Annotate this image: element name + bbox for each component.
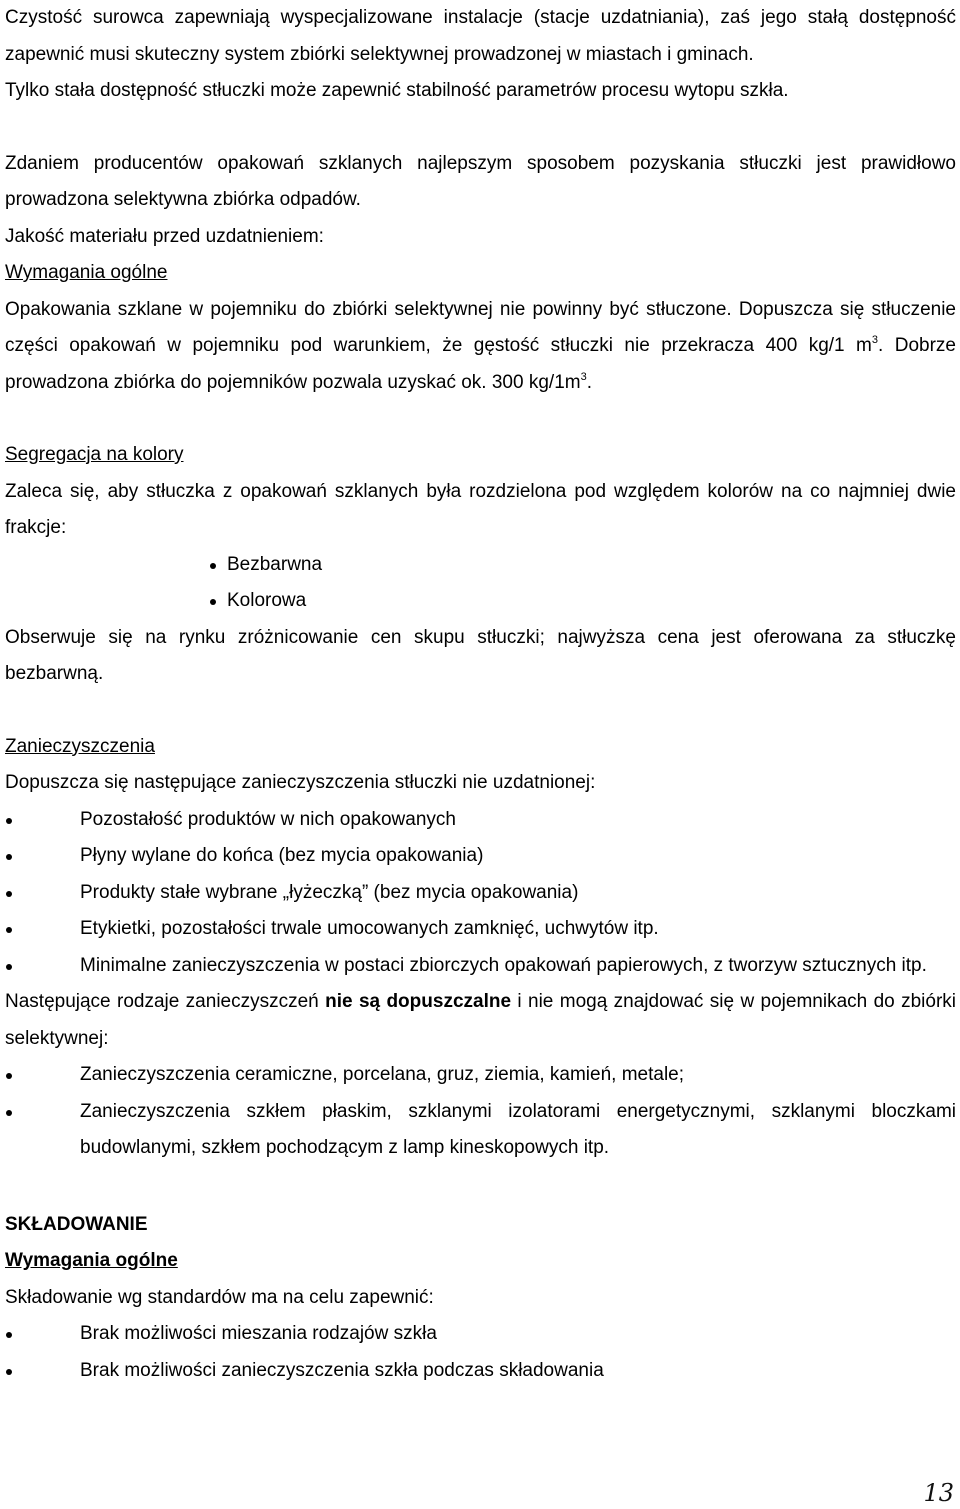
bullet-icon (210, 599, 216, 605)
spacer (5, 1167, 956, 1207)
paragraph-forbidden-impurities (5, 984, 956, 1057)
bullet-icon (6, 1073, 12, 1079)
list-item-text: Bezbarwna (227, 553, 323, 575)
list-item-text: Etykietki, pozostałości trwale umocowanych zamknięć, uchwytów itp. (80, 918, 659, 939)
list-item (5, 802, 956, 839)
bullet-icon (6, 1369, 12, 1375)
list-item (5, 911, 956, 948)
list-item-text: Kolorowa (227, 590, 307, 611)
heading-general-requirements: Wymagania ogólne (5, 262, 168, 283)
superscript-cubic-2: 3 (580, 370, 587, 383)
list-item (5, 1353, 956, 1390)
spacer (5, 110, 956, 146)
density-text-1: Opakowania szklane w pojemniku do zbiórki selektywnej nie powinny być stłuczone. Dopuszcza się stłuczenie części opakowań w pojemniku pod warunkiem, że gęstość stłuczki nie przekracza 400 kg/1 m (5, 298, 956, 356)
list-item-text: Zanieczyszczenia ceramiczne, porcelana, gruz, ziemia, kamień, metale; (80, 1064, 685, 1085)
list-item-text: Płyny wylane do końca (bez mycia opakowania) (80, 845, 484, 866)
heading-storage: SKŁADOWANIE (5, 1213, 148, 1235)
heading-storage-general-requirements: Wymagania ogólne (5, 1250, 178, 1271)
forbidden-text-2: i nie mogą znajdować się w pojemnikach do zbiórki selektywnej: (5, 991, 956, 1049)
list-item-text: Minimalne zanieczyszczenia w postaci zbiorczych opakowań papierowych, z tworzyw sztucznych itp. (80, 954, 927, 976)
list-item (5, 875, 956, 912)
bullet-icon (6, 964, 12, 970)
heading-color-segregation: Segregacja na kolory (5, 444, 184, 465)
bullet-icon (6, 927, 12, 933)
paragraph-general-requirements (5, 292, 956, 402)
list-item (5, 948, 956, 985)
bullet-icon (6, 1332, 12, 1338)
list-item (5, 1057, 956, 1094)
density-text-3: . (586, 371, 592, 393)
list-item (5, 547, 956, 584)
list-item-text: Zanieczyszczenia szkłem płaskim, szklanymi izolatorami energetycznymi, szklanymi bloczkami budowlanymi, szkłem pochodzącym z lamp kineskopowych itp. (80, 1100, 956, 1158)
bullet-icon (210, 563, 216, 569)
paragraph-color-segregation: Zaleca się, aby stłuczka z opakowań szklanych była rozdzielona pod względem kolorów na co najmniej dwie frakcje: (5, 480, 956, 538)
allowed-impurities-list (5, 802, 956, 985)
paragraph-intro-1: Czystość surowca zapewniają wyspecjalizowane instalacje (stacje uzdatniania), zaś jego stałą dostępność zapewnić musi skuteczny system zbiórki selektywnej prowadzonej w miastach i gminach. (5, 7, 956, 65)
list-item-text: Pozostałość produktów w nich opakowanych (80, 808, 456, 830)
bullet-icon (6, 1110, 12, 1116)
superscript-cubic-1: 3 (871, 334, 879, 346)
list-item-text: Produkty stałe wybrane „łyżeczką” (bez mycia opakowania) (80, 881, 579, 903)
list-item (5, 583, 956, 620)
bullet-icon (6, 818, 12, 824)
bullet-icon (6, 854, 12, 860)
color-fractions-list (5, 547, 956, 620)
paragraph-quality: Jakość materiału przed uzdatnieniem: (5, 225, 324, 247)
paragraph-producers: Zdaniem producentów opakowań szklanych najlepszym sposobem pozyskania stłuczki jest prawidłowo prowadzona selektywna zbiórka odpadów. (5, 152, 956, 210)
forbidden-impurities-list (5, 1057, 956, 1167)
paragraph-storage: Składowanie wg standardów ma na celu zapewnić: (5, 1286, 434, 1308)
list-item-text: Brak możliwości zanieczyszczenia szkła podczas składowania (80, 1359, 604, 1381)
forbidden-emphasis: nie są dopuszczalne (325, 991, 512, 1012)
list-item (5, 1316, 956, 1353)
paragraph-allowed-impurities: Dopuszcza się następujące zanieczyszczenia stłuczki nie uzdatnionej: (5, 772, 596, 793)
paragraph-intro-2: Tylko stała dostępność stłuczki może zapewnić stabilność parametrów procesu wytopu szkła. (5, 80, 789, 101)
list-item-text: Brak możliwości mieszania rodzajów szkła (80, 1323, 437, 1344)
spacer (5, 401, 956, 437)
list-item (5, 838, 956, 875)
spacer (5, 693, 956, 729)
paragraph-market-prices: Obserwuje się na rynku zróżnicowanie cen skupu stłuczki; najwyższa cena jest oferowana za stłuczkę bezbarwną. (5, 626, 956, 684)
heading-impurities: Zanieczyszczenia (5, 735, 155, 757)
density-text-2: . Dobrze prowadzona zbiórka do pojemników pozwala uzyskać ok. 300 kg/1m (5, 335, 956, 393)
storage-goals-list (5, 1316, 956, 1389)
forbidden-text-1: Następujące rodzaje zanieczyszczeń (5, 991, 326, 1012)
document-page (5, 0, 956, 1509)
list-item (5, 1094, 956, 1167)
bullet-icon (6, 891, 12, 897)
page-number: 13 (923, 1479, 954, 1507)
